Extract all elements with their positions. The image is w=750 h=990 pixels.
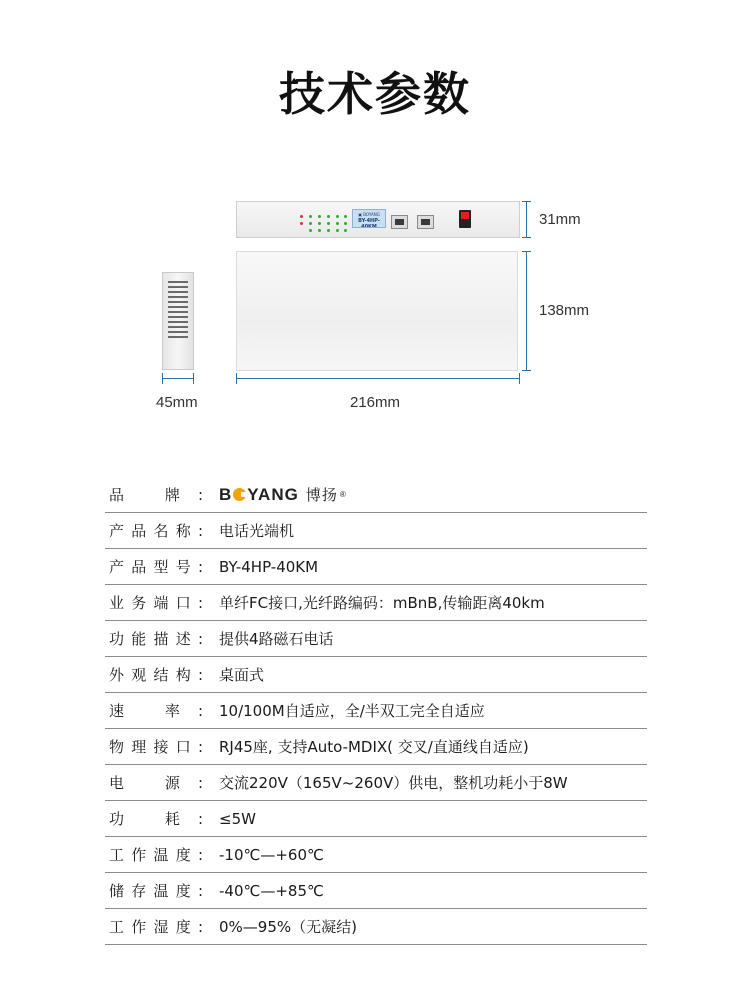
led-icon xyxy=(336,222,339,225)
vent-slot xyxy=(168,296,188,298)
device-label-plate xyxy=(352,209,386,228)
spec-row xyxy=(105,909,647,945)
spec-row xyxy=(105,729,647,765)
spec-row xyxy=(105,513,647,549)
spec-value: 单纤FC接口,光纤路编码：mBnB,传输距离40km xyxy=(219,594,545,612)
spec-key: 物理接口: xyxy=(109,738,203,756)
vent-slot xyxy=(168,321,188,323)
spec-key: 业务端口: xyxy=(109,594,203,612)
spec-value: 0%—95%（无凝结) xyxy=(219,918,357,936)
led-icon xyxy=(344,215,347,218)
dimension-tick xyxy=(522,237,531,238)
dimension-tick xyxy=(522,251,531,252)
led-icon xyxy=(309,215,312,218)
spec-key: 工作湿度: xyxy=(109,918,203,936)
vent-slot xyxy=(168,286,188,288)
spec-value: 桌面式 xyxy=(219,666,265,684)
led-icon xyxy=(318,222,321,225)
device-top-face xyxy=(236,251,518,371)
spec-value: 交流220V（165V~260V）供电，整机功耗小于8W xyxy=(219,774,568,792)
dimension-tick xyxy=(162,373,163,384)
vent-slot xyxy=(168,316,188,318)
brand-chinese: 博扬 xyxy=(305,487,338,504)
spec-key: 产品型号: xyxy=(109,558,203,576)
dimension-tick xyxy=(193,373,194,384)
led-icon xyxy=(336,215,339,218)
brand-logo xyxy=(217,484,346,505)
vent-slot xyxy=(168,326,188,328)
spec-key: 功 耗: xyxy=(109,810,203,828)
led-icon xyxy=(300,215,303,218)
label-logo-icon: ▣ BOYANG xyxy=(358,212,380,217)
spec-row xyxy=(105,765,647,801)
spec-value: 提供4路磁石电话 xyxy=(219,630,334,648)
spec-value: 10/100M自适应，全/半双工完全自适应 xyxy=(219,702,485,720)
dimension-line xyxy=(526,251,527,371)
vent-slot xyxy=(168,331,188,333)
spec-key: 速 率: xyxy=(109,702,203,720)
led-icon xyxy=(344,229,347,232)
led-icon xyxy=(309,222,312,225)
led-icon xyxy=(327,215,330,218)
dimension-label-width: 216mm xyxy=(350,394,401,411)
brand-letters: YANG xyxy=(247,484,299,504)
led-icon xyxy=(336,229,339,232)
vent-slot xyxy=(168,291,188,293)
led-icon xyxy=(309,229,312,232)
dimension-tick xyxy=(522,370,531,371)
led-icon xyxy=(327,222,330,225)
dimension-line xyxy=(236,378,520,379)
dimension-tick xyxy=(236,373,237,384)
dimension-label-top-height: 138mm xyxy=(539,302,590,319)
led-icon xyxy=(318,229,321,232)
spec-key: 电 源: xyxy=(109,774,203,792)
spec-key: 储存温度: xyxy=(109,882,203,900)
spec-key: 外观结构: xyxy=(109,666,203,684)
page-title: 技术参数 xyxy=(279,67,471,121)
dimension-tick xyxy=(522,201,531,202)
spec-row xyxy=(105,621,647,657)
rj45-port-icon xyxy=(391,215,408,229)
brand-c-icon xyxy=(233,488,246,501)
spec-row xyxy=(105,873,647,909)
spec-row xyxy=(105,657,647,693)
vent-slot xyxy=(168,311,188,313)
registered-mark: ® xyxy=(339,490,346,499)
vent-slot xyxy=(168,301,188,303)
dimension-label-front-height: 31mm xyxy=(539,211,581,228)
spec-key: 功能描述: xyxy=(109,630,203,648)
label-model: BY-4HP-40KM xyxy=(358,218,380,228)
power-switch-icon xyxy=(459,210,471,228)
spec-row xyxy=(105,693,647,729)
spec-row-brand xyxy=(105,477,647,513)
spec-row xyxy=(105,585,647,621)
led-icon xyxy=(300,222,303,225)
dimension-tick xyxy=(519,373,520,384)
dimension-label-depth: 45mm xyxy=(156,394,198,411)
brand-letter: B xyxy=(219,484,233,504)
spec-value: -10℃—+60℃ xyxy=(219,845,324,864)
spec-key: 工作温度: xyxy=(109,846,203,864)
led-icon xyxy=(327,229,330,232)
spec-value: BY-4HP-40KM xyxy=(219,557,319,576)
vent-slot xyxy=(168,306,188,308)
dimension-line xyxy=(526,201,527,238)
spec-value: RJ45座, 支持Auto-MDIX( 交叉/直通线自适应) xyxy=(219,738,529,756)
rj45-port-icon xyxy=(417,215,434,229)
dimension-line xyxy=(162,378,194,379)
spec-row xyxy=(105,549,647,585)
spec-key: 产品名称: xyxy=(109,522,203,540)
vent-slot xyxy=(168,336,188,338)
spec-key: 品 牌: xyxy=(109,486,203,504)
vent-slot xyxy=(168,281,188,283)
spec-row xyxy=(105,837,647,873)
led-icon xyxy=(318,215,321,218)
spec-row xyxy=(105,801,647,837)
led-icon xyxy=(344,222,347,225)
spec-value: 电话光端机 xyxy=(219,522,295,540)
device-side-panel xyxy=(162,272,194,370)
spec-table xyxy=(105,477,647,945)
spec-value: ≤5W xyxy=(219,809,256,828)
spec-value: -40℃—+85℃ xyxy=(219,881,324,900)
